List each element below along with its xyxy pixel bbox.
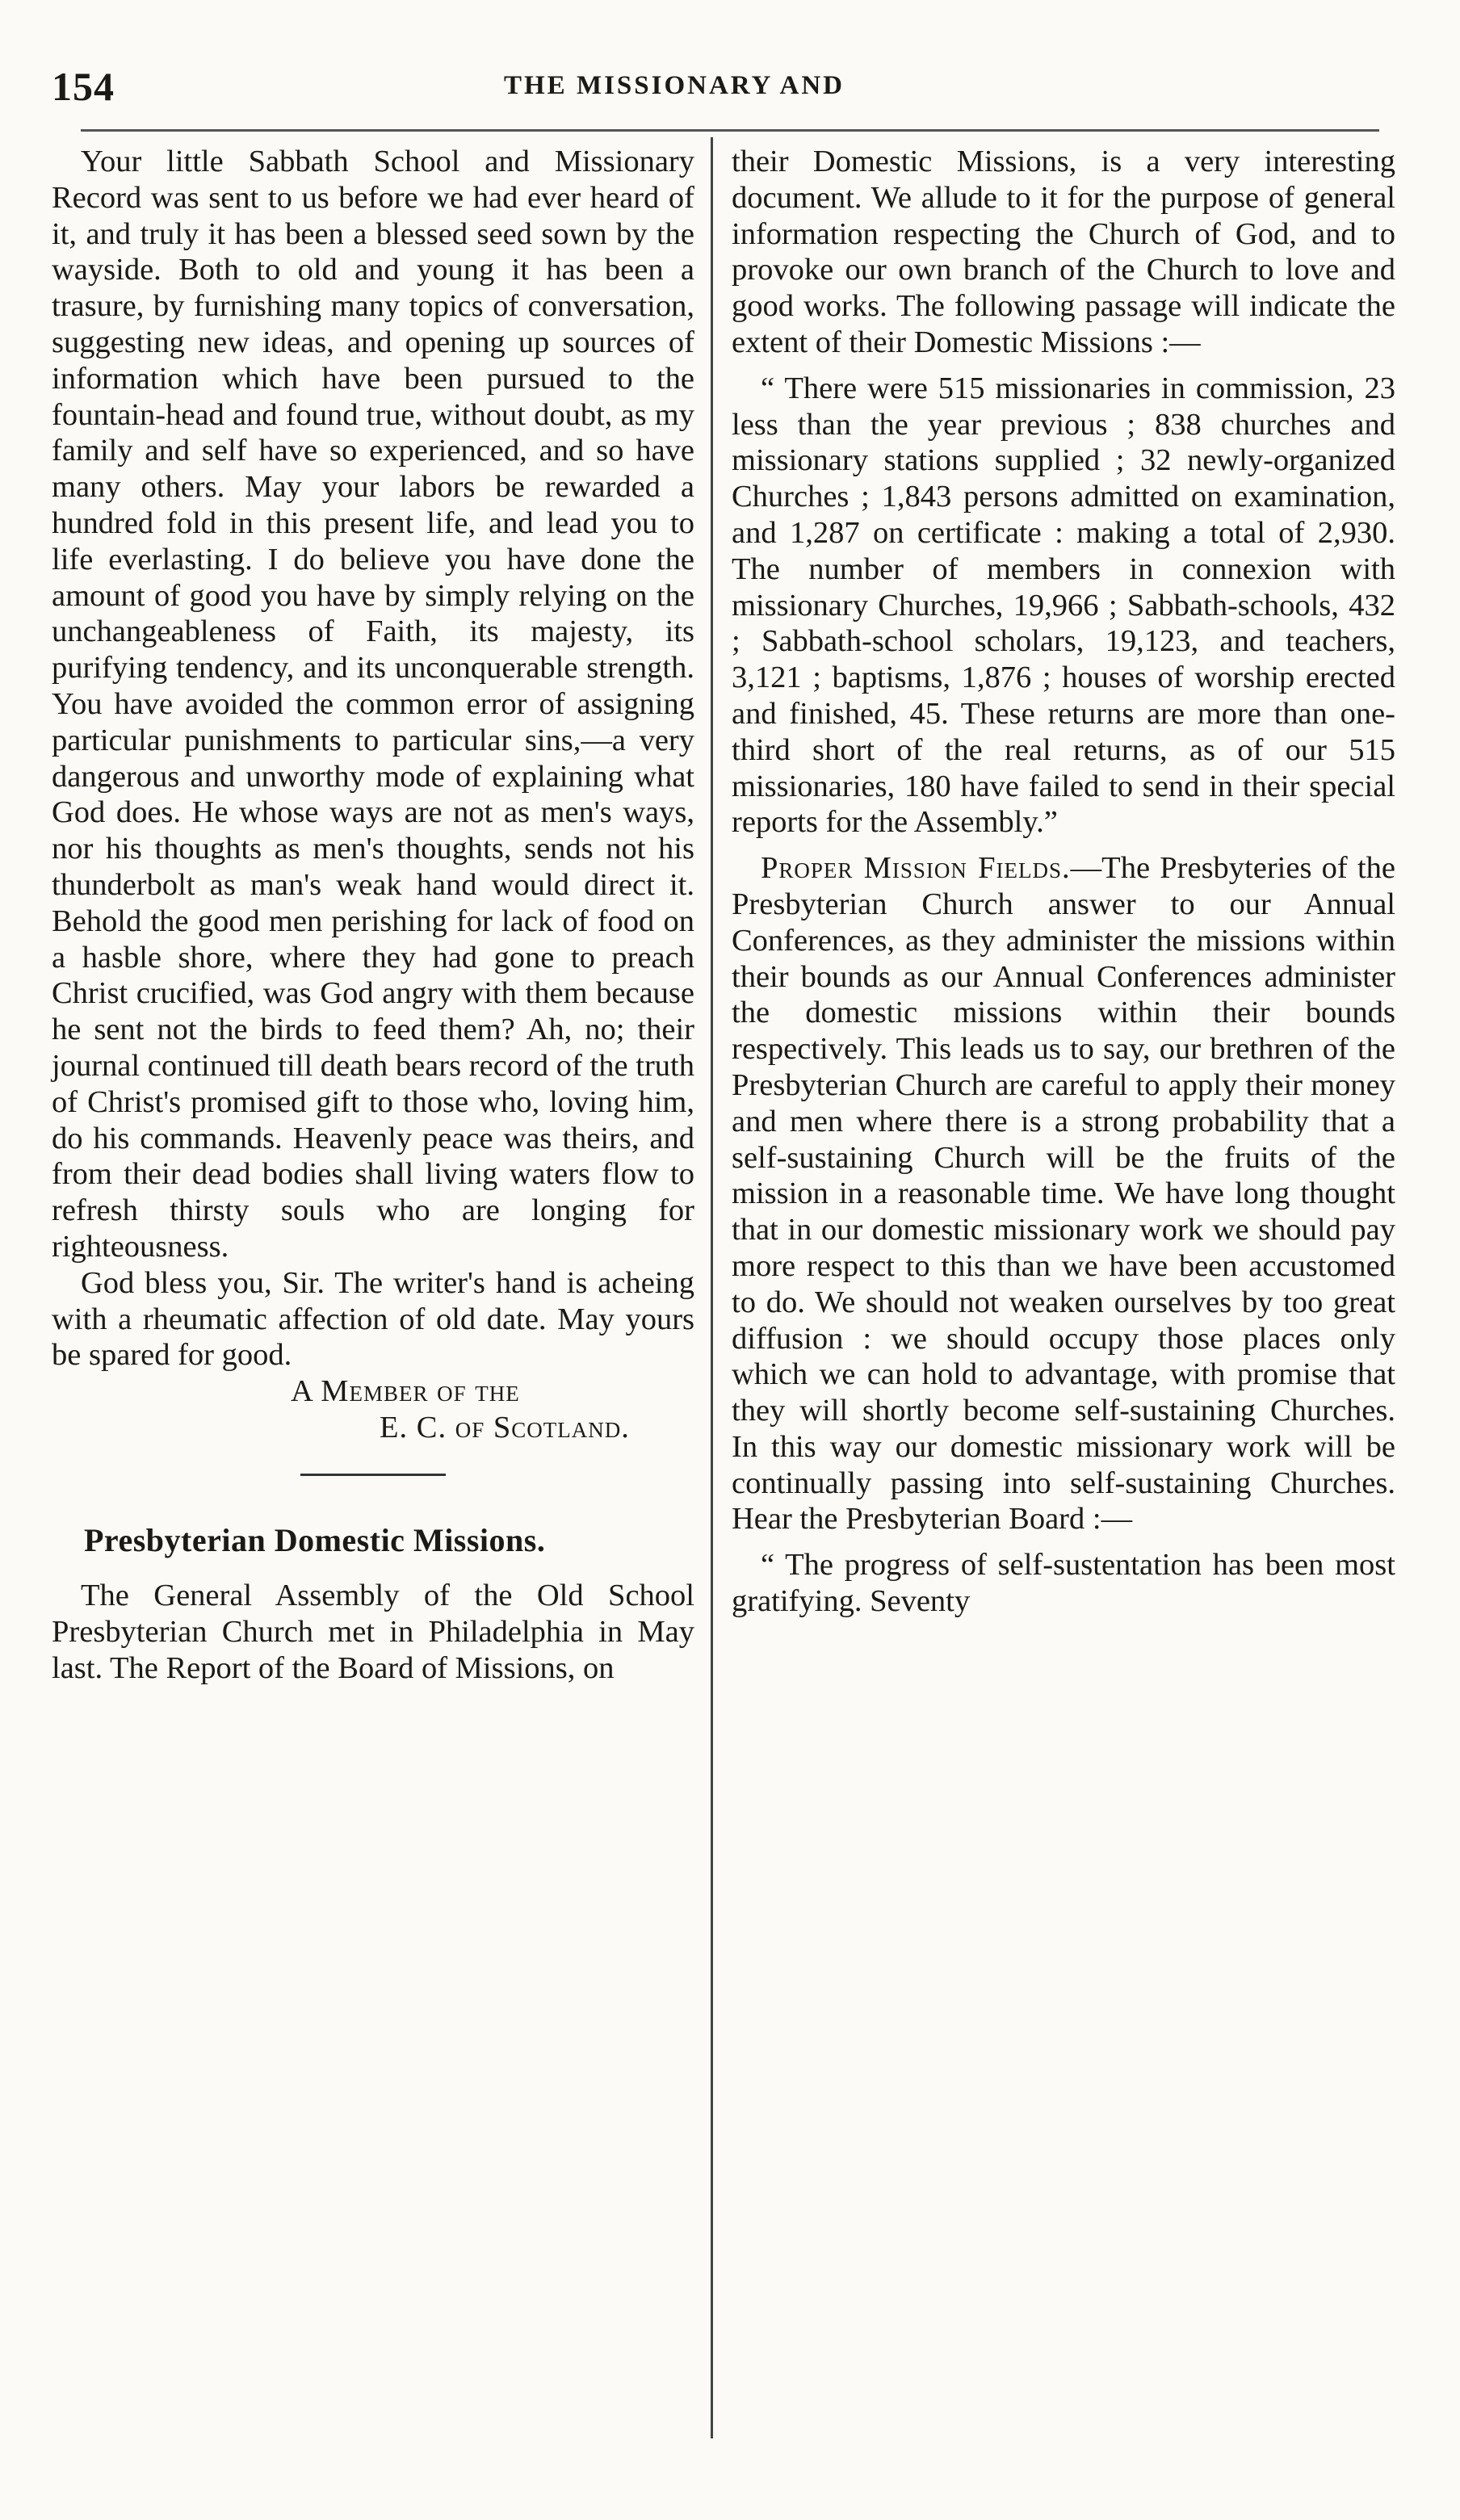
letter-paragraph: Your little Sabbath School and Missionary Record was sent to us before we had ever heard of it, and truly it has been a blessed seed sown by the wayside. Both to old and young it has been a trasure, by furnishing many topics of conversation, suggesting new ideas, and opening up sources of information which have been pursued to the fountain-head and found true, without doubt, as my family and self have so experienced, and so have many others. May your labors be rewarded a hundred fold in this present life, and lead you to life everlasting. I do believe you have done the amount of good you have by simply relying on the unchangeableness of Faith, its majesty, its purifying tendency, and its unconquerable strength. You have avoided the common error of assigning particular punishments to particular sins,—a very dangerous and unworthy mode of explaining what God does. He whose ways are not as men's ways, nor his thoughts as men's thoughts, sends not his thunderbolt as man's weak hand would direct it. Behold the good men perishing for lack of food on a hasble shore, where they had gone to preach Christ crucified, was God angry with them because he sent not the birds to feed them? Ah, no; their journal continued till death bears record of the truth of Christ's promised gift to those who, loving him, do his commands. Heavenly peace was theirs, and from their dead bodies shall living waters flow to refresh thirsty souls who are longing for righteousness.	[52, 145, 694, 1264]
quoted-statistics: “ There were 515 missionaries in commission, 23 less than the year previous ; 838 churches and missionary stations supplied ; 32 newly-organized Churches ; 1,843 persons admitted on examination, and 1,287 on certificate : making a total of 2,930. The number of members in connexion with missionary Churches, 19,966 ; Sabbath-schools, 432 ; Sabbath-school scholars, 19,123, and teachers, 3,121 ; baptisms, 1,876 ; houses of worship erected and finished, 45. These returns are more than one-third short of the real returns, as of our 515 missionaries, 180 have failed to send in their special reports for the Assembly.”	[732, 371, 1395, 840]
column-divider	[711, 137, 713, 2438]
header-rule	[81, 129, 1379, 132]
continued-paragraph: their Domestic Missions, is a very interesting document. We allude to it for the purpose of general information respecting the Church of God, and to provoke our own branch of the Church to love and good works. The following passage will indicate the extent of their Domestic Missions :—	[732, 145, 1395, 359]
signature-line: E. C. of Scotland.	[380, 1410, 630, 1444]
signature-line: A Member of the	[291, 1374, 520, 1409]
paragraph-body: —The Presbyteries of the Presbyterian Church answer to our Annual Conferences, as they administer the missions within their bounds as our Annual Conferences administer the domestic missions within their bounds respectively. This leads us to say, our brethren of the Presbyterian Church are careful to apply their money and men where there is a strong probability that a self-sustaining Church will be the fruits of the mission in a reasonable time. We have long thought that in our domestic missionary work we should pay more respect to this than we have been accustomed to do. We should not weaken ourselves by too great diffusion : we should occupy those places only which we can hold to advantage, with promise that they will shortly become self-sustaining Churches. In this way our domestic missionary work will be continually passing into self-sustaining Churches. Hear the Presbyterian Board :—	[732, 851, 1395, 1537]
paragraph-lead-heading: Proper Mission Fields.	[761, 851, 1071, 886]
proper-mission-fields-paragraph	[732, 850, 1395, 1537]
letter-closing-paragraph: God bless you, Sir. The writer's hand is acheing with a rheumatic affection of old date. May yours be spared for good.	[52, 1265, 694, 1373]
section-separator-rule	[300, 1474, 446, 1476]
running-title: THE MISSIONARY AND	[504, 71, 845, 100]
section-heading: Presbyterian Domestic Missions.	[84, 1521, 546, 1558]
quoted-board-report: “ The progress of self-sustentation has been most gratifying. Seventy	[732, 1548, 1395, 1619]
right-column	[732, 144, 1395, 1620]
section-paragraph: The General Assembly of the Old School Presbyterian Church met in Philadelphia in May last. The Report of the Board of Missions, on	[52, 1579, 694, 1686]
left-column	[52, 144, 694, 1687]
page-header	[52, 63, 1379, 115]
page-number: 154	[52, 64, 115, 109]
